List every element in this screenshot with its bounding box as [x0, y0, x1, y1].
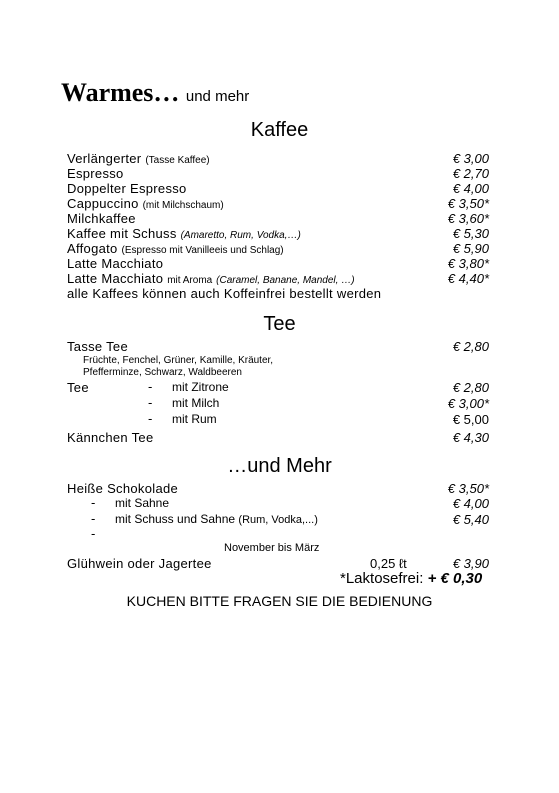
item-price: € 3,80* — [447, 256, 489, 271]
menu-item-tasse-tee — [67, 339, 489, 354]
tee-sorts-line-2: Pfefferminze, Schwarz, Waldbeeren — [83, 367, 242, 378]
item-name: Latte Macchiato — [67, 256, 164, 271]
menu-item-latte-macchiato — [67, 256, 489, 271]
menu-item-affogato — [67, 241, 489, 256]
season-note: November bis März — [224, 542, 320, 554]
option-label: mit Milch — [172, 396, 220, 410]
item-price: € 5,00 — [452, 412, 489, 427]
item-name: Tasse Tee — [67, 339, 128, 354]
option-label: mit Zitrone — [172, 380, 229, 394]
item-note: (Tasse Kaffee) — [145, 155, 210, 166]
item-name: Doppelter Espresso — [67, 181, 187, 196]
item-price: € 4,00 — [452, 496, 489, 511]
menu-item-espresso — [67, 166, 489, 181]
page-title — [61, 78, 249, 108]
item-price: € 4,00 — [452, 181, 489, 196]
item-name: Latte Macchiato — [67, 271, 164, 286]
item-price: € 3,00* — [447, 396, 489, 411]
option-label: mit Sahne — [115, 496, 170, 510]
item-name: Milchkaffee — [67, 211, 136, 226]
item-price: € 4,40* — [447, 271, 489, 286]
menu-item-latte-macchiato-aroma — [67, 271, 489, 286]
menu-item-schoko-schuss-sahne — [67, 512, 489, 527]
menu-item-cappuccino — [67, 196, 489, 211]
item-price: € 5,30 — [452, 226, 489, 241]
option-label-text: mit Schuss und Sahne — [115, 512, 236, 526]
option-note: (Rum, Vodka,...) — [238, 514, 318, 526]
page-title-main: Warmes… — [61, 78, 180, 107]
option-dash: - — [148, 411, 153, 426]
option-dash: - — [148, 379, 153, 394]
item-note: (Amaretto, Rum, Vodka,…) — [180, 230, 301, 241]
item-name: Tee — [67, 380, 89, 395]
kaffee-footnote — [67, 286, 489, 301]
item-name: Heiße Schokolade — [67, 481, 179, 496]
menu-item-doppelter-espresso — [67, 181, 489, 196]
menu-item-tee-zitrone — [67, 380, 489, 395]
item-name: Kaffee mit Schuss — [67, 226, 177, 241]
item-name: Kännchen Tee — [67, 430, 154, 445]
menu-item-verlaengerter — [67, 151, 489, 166]
menu-item-tee-milch — [67, 396, 489, 411]
laktosefrei-note — [340, 570, 482, 587]
item-note-plain: mit Aroma — [167, 275, 213, 286]
menu-item-kaennchen-tee — [67, 430, 489, 445]
item-price: € 3,60* — [447, 211, 489, 226]
section-title-mehr: …und Mehr — [227, 455, 332, 477]
option-dash: - — [91, 495, 96, 510]
section-title-kaffee: Kaffee — [250, 119, 309, 141]
item-price: € 2,80 — [452, 339, 489, 354]
laktosefrei-price: + € 0,30 — [427, 570, 483, 587]
section-title-tee: Tee — [263, 313, 296, 335]
tee-sorts-line-1: Früchte, Fenchel, Grüner, Kamille, Kräuter, — [83, 355, 274, 366]
footnote-text: alle Kaffees können auch Koffeinfrei bestellt werden — [67, 286, 382, 301]
item-note: (mit Milchschaum) — [142, 200, 224, 211]
page-title-sub: und mehr — [185, 88, 250, 105]
item-name: Affogato — [67, 241, 118, 256]
item-name: Glühwein oder Jagertee — [67, 556, 212, 571]
kuchen-note: KUCHEN BITTE FRAGEN SIE DIE BEDIENUNG — [126, 593, 433, 609]
item-price: € 3,50* — [447, 196, 489, 211]
option-dash: - — [91, 526, 96, 541]
option-dash: - — [148, 395, 153, 410]
menu-item-heisse-schokolade — [67, 481, 489, 496]
menu-item-tee-rum — [67, 412, 489, 427]
menu-item-gluehwein — [67, 556, 489, 571]
item-price: € 3,00 — [452, 151, 489, 166]
item-price: € 3,50* — [447, 481, 489, 496]
option-dash: - — [91, 511, 96, 526]
item-size: 0,25 ℓt — [370, 556, 407, 571]
menu-item-kaffee-mit-schuss — [67, 226, 489, 241]
item-name: Espresso — [67, 166, 124, 181]
item-price: € 4,30 — [452, 430, 489, 445]
item-price: € 2,70 — [452, 166, 489, 181]
item-price: € 5,90 — [452, 241, 489, 256]
item-price: € 3,90 — [452, 556, 489, 571]
item-price: € 2,80 — [452, 380, 489, 395]
item-name: Verlängerter — [67, 151, 142, 166]
item-note: (Caramel, Banane, Mandel, …) — [216, 275, 355, 286]
item-note: (Espresso mit Vanilleeis und Schlag) — [121, 245, 284, 256]
menu-item-schoko-sahne — [67, 496, 489, 511]
menu-item-milchkaffee — [67, 211, 489, 226]
item-name: Cappuccino — [67, 196, 139, 211]
laktosefrei-label: *Laktosefrei: — [340, 570, 424, 587]
item-price: € 5,40 — [452, 512, 489, 527]
option-label: mit Rum — [172, 412, 217, 426]
